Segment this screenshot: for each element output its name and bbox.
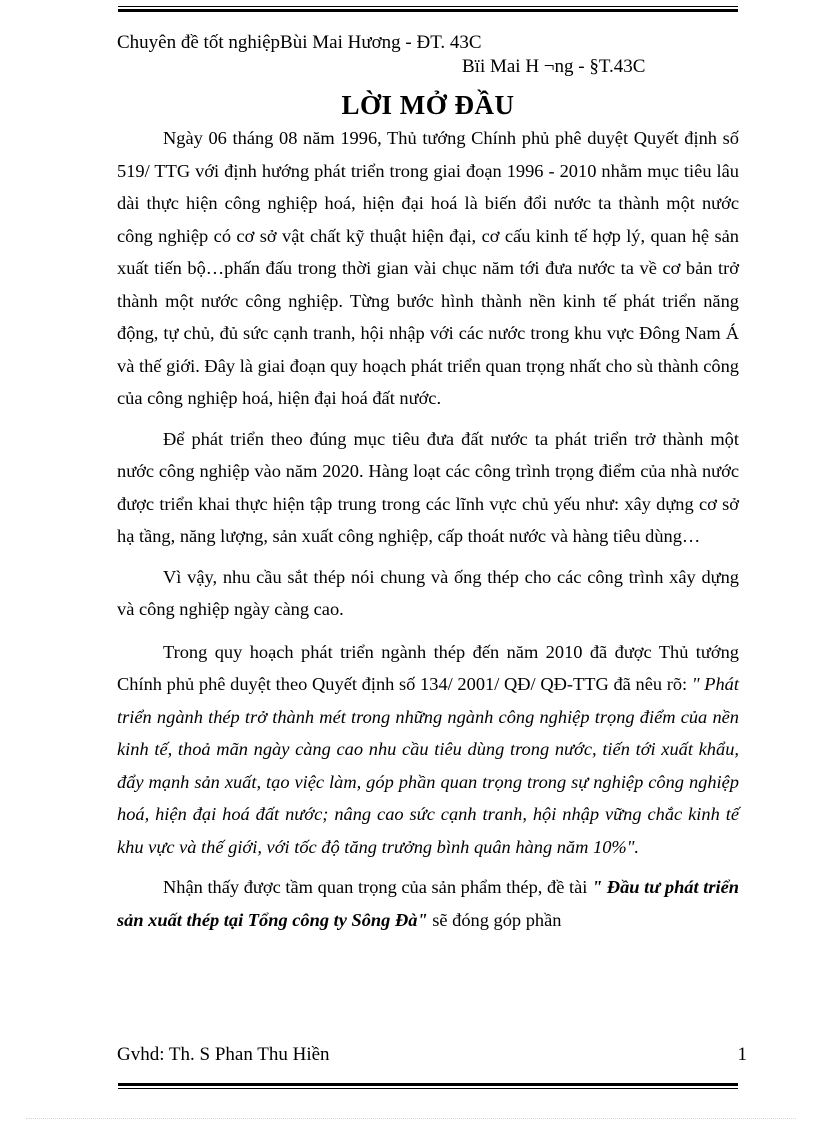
thesis-topic: " Đầu tư phát triển sản xuất thép tại Tổng công ty Sông Đà" bbox=[117, 877, 739, 930]
document-body bbox=[117, 122, 739, 936]
paragraph-4 bbox=[117, 636, 739, 864]
paragraph-3: Vì vậy, nhu cầu sắt thép nói chung và ống thép cho các công trình xây dựng và công nghiệp ngày càng cao. bbox=[117, 566, 739, 619]
quoted-decision: " Phát triển ngành thép trở thành mét trong những ngành công nghiệp trọng điểm của nền kinh tế, thoả mãn ngày càng cao nhu cầu tiêu dùng trong nước, tiến tới xuất khẩu, đẩy mạnh sản xuất, tạo việc làm, góp phần quan trọng trong sự nghiệp công nghiệp hoá, hiện đại hoá đất nước; nâng cao sức cạnh tranh, hội nhập vững chắc kinh tế khu vực và thế giới, với tốc độ tăng trưởng bình quân hàng năm 10%". bbox=[117, 674, 739, 857]
paragraph-1: Ngày 06 tháng 08 năm 1996, Thủ tướng Chính phủ phê duyệt Quyết định số 519/ TTG với định hướng phát triển trong giai đoạn 1996 - 2010 nhằm mục tiêu lâu dài thực hiện công nghiệp hoá, hiện đại hoá là biến đổi nước ta thành một nước công nghiệp có cơ sở vật chất kỹ thuật hiện đại, cơ cấu kinh tế hợp lý, quan hệ sản xuất tiến bộ…phấn đấu trong thời gian vài chục năm tới đưa nước ta về cơ bản trở thành một nước công nghiệp. Từng bước hình thành nền kinh tế phát triển năng động, tự chủ, đủ sức cạnh tranh, hội nhập với các nước trong khu vực Đông Nam Á và thế giới. Đây là giai đoạn quy hoạch phát triển quan trọng nhất cho sù thành công của công nghiệp hoá, hiện đại hoá đất nước. bbox=[117, 128, 739, 408]
advisor-footer: Gvhd: Th. S Phan Thu Hiền bbox=[117, 1044, 330, 1065]
header-rule bbox=[118, 6, 738, 12]
paragraph-2: Để phát triển theo đúng mục tiêu đưa đất nước ta phát triển trở thành một nước công nghiệp vào năm 2020. Hàng loạt các công trình trọng điểm của nhà nước được triển khai thực hiện tập trung trong các lĩnh vực chủ yếu như: xây dựng cơ sở hạ tầng, năng lượng, sản xuất công nghiệp, cấp thoát nước và hàng tiêu dùng… bbox=[117, 428, 739, 546]
paragraph-5-lead: Nhận thấy được tầm quan trọng của sản phẩm thép, đề tài bbox=[163, 877, 592, 897]
page-edge-dots bbox=[26, 1118, 796, 1121]
paragraph-5-tail: sẽ đóng góp phần bbox=[427, 909, 562, 930]
running-header: Chuyên đề tốt nghiệpBùi Mai Hương - ĐT. 43C bbox=[117, 32, 482, 53]
page-number: 1 bbox=[737, 1044, 747, 1065]
page-title: LỜI MỞ ĐẦU bbox=[341, 90, 515, 120]
footer-rule bbox=[118, 1083, 738, 1089]
paragraph-5 bbox=[117, 871, 739, 936]
paragraph-4-lead: Trong quy hoạch phát triển ngành thép đến năm 2010 đã được Thủ tướng Chính phủ phê duyệt theo Quyết định số 134/ 2001/ QĐ/ QĐ-TTG đã nêu rõ: bbox=[117, 641, 739, 694]
running-header-garbled: Bïi Mai H ¬ng - §T.43C bbox=[462, 56, 646, 77]
